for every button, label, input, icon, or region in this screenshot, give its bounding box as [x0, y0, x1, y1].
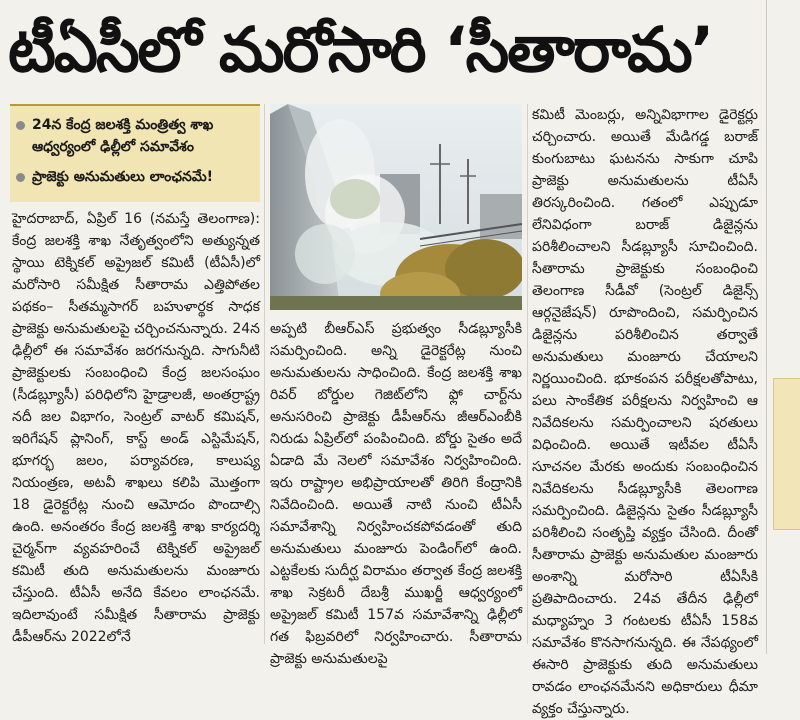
highlight-text: 24న కేంద్ర జలశక్తి మంత్రిత్వ శాఖ ఆధ్వర్యంలో ఢిల్లీలో సమావేశం	[32, 117, 214, 155]
bullet-icon	[16, 121, 25, 130]
article-column-1	[12, 208, 260, 648]
headline: టీఏసీలో మరోసారి ‘సీతారామ’	[8, 13, 713, 86]
highlight-item	[16, 166, 254, 188]
column-divider	[527, 104, 528, 644]
article-paragraph: కమిటీ మెంబర్లు, అన్నివిభాగాల డైరెక్టర్లు చర్చించారు. అయితే మేడిగడ్డ బరాజ్ కుంగుబాటు ఘటనను సాకుగా చూపి ప్రాజెక్టు అనుమతులను టీఏసీ తిరస్కరించింది. గతంలో ఎప్పుడూ లేనివిధంగా బరాజ్ డిజైన్లను పరిశీలించాలని సీడబ్ల్యూసీ సూచించింది. సీతారామ ప్రాజెక్టుకు సంబంధించి తెలంగాణ సీడీవో (సెంట్రల్ డిజైన్స్ ఆర్గనైజేషన్) రూపొందించి, సమర్పించిన డిజైన్లను పరిశీలించిన తర్వాతే అనుమతులు మంజూరు చేయాలని నిర్ణయించింది. భూకంపన పరీక్షలతోపాటు, పలు సాంకేతిక పరీక్షలను నిర్వహించి ఆ నివేదికలను సమర్పించాలని షరతులు విధించింది. అయితే ఇటీవల టీఏసీ సూచనల మేరకు అందుకు సంబంధించిన నివేదికలను సీడబ్ల్యూసీకి తెలంగాణ సమర్పించింది. డిజైన్లను సైతం సీడబ్ల్యూసీ పరిశీలించి సంతృప్తి వ్యక్తం చేసింది. దీంతో సీతారామ ప్రాజెక్టు అనుమతుల మంజూరు అంశాన్ని మరోసారి టీఏసీకి ప్రతిపాదించారు. 24వ తేదీన ఢిల్లీలో మధ్యాహ్నం 3 గంటలకు టీఏసీ 158వ సమావేశం కొనసాగనున్నది. ఈ నేపథ్యంలో ఈసారి ప్రాజెక్టుకు తుది అనుమతులు రావడం లాంఛనమేనని అధికారులు ధీమా వ్యక్తం చేస్తున్నారు.	[532, 107, 758, 717]
article-column-2	[270, 318, 522, 670]
adjacent-article-strip	[766, 0, 800, 654]
adjacent-highlight-box	[773, 378, 800, 530]
column-divider	[264, 104, 265, 644]
article-column-3	[532, 104, 758, 720]
article-paragraph: హైదరాబాద్, ఏప్రిల్ 16 (నమస్తే తెలంగాణ): కేంద్ర జలశక్తి శాఖ నేతృత్వంలోని అత్యున్నత స్థాయి టెక్నికల్ అప్రైజల్ కమిటీ (టీఏసీ)లో మరోసారి సమీక్షిత సీతారామ ఎత్తిపోతల పథకం– సీతమ్మసాగర్ బహుళార్థక సాధక ప్రాజెక్టు అనుమతులపై చర్చించనున్నారు. 24న ఢిల్లీలో ఈ సమావేశం జరగనున్నది. సాగునీటి ప్రాజెక్టులకు సంబంధించి కేంద్ర జలసంఘం (సీడబ్ల్యూసీ) పరిధిలోని హైడ్రాలజీ, అంతర్రాష్ట్ర నదీ జల విభాగం, సెంట్రల్ వాటర్ కమిషన్, ఇరిగేషన్ ప్లానింగ్, కాస్ట్ అండ్ ఎస్టిమేషన్, భూగర్భ జలం, పర్యావరణ, కాలుష్య నియంత్రణ, అటవీ శాఖలు కలిపి మొత్తంగా 18 డైరెక్టరేట్ల నుంచి ఆమోదం పొందాల్సి ఉంది. అనంతరం కేంద్ర జలశక్తి శాఖ కార్యదర్శి చైర్మన్‌గా వ్యవహరించే టెక్నికల్ అప్రైజల్ కమిటీ తుది అనుమతులను మంజూరు చేస్తుంది. టీఏసీ అనేది కేవలం లాంఛనమే. ఇదిలావుంటే సమీక్షిత సీతారామ ప్రాజెక్టు డీపీఆర్‌ను 2022లోనే	[12, 211, 260, 645]
highlight-item	[16, 114, 254, 158]
dam-photo	[270, 104, 522, 310]
article-paragraph: అప్పటి బీఆర్ఎస్ ప్రభుత్వం సీడబ్ల్యూసీకి సమర్పించింది. అన్ని డైరెక్టరేట్ల నుంచి అనుమతులను సాధించింది. కేంద్ర జలశక్తి శాఖ రివర్ బోర్డుల గెజిట్‌లోని ఫ్లో చార్ట్‌ను అనుసరించి ప్రాజెక్టు డీపీఆర్‌ను జీఆర్ఎంబీకి నిరుడు ఏప్రిల్‌లో పంపించింది. బోర్డు సైతం అదే ఏడాది మే నెలలో సమావేశం నిర్వహించింది. ఇరు రాష్ట్రాల అభిప్రాయాలతో తిరిగి కేంద్రానికి నివేదించింది. అయితే నాటి నుంచి టీఏసీ సమావేశాన్ని నిర్వహించకపోవడంతో తుది అనుమతులు మంజూరు పెండింగ్‌లో ఉంది. ఎట్టకేలకు సుదీర్ఘ విరామం తర్వాత కేంద్ర జలశక్తి శాఖ సెక్రటరీ దేబశ్రీ ముఖర్జీ ఆధ్వర్యంలో అప్రైజల్ కమిటీ 157వ సమావేశాన్ని ఢిల్లీలో గత ఫిబ్రవరిలో నిర్వహించారు. సీతారామ ప్రాజెక్టు అనుమతులపై	[270, 321, 522, 667]
highlights-box	[10, 104, 260, 202]
dam-spillway-image	[270, 104, 522, 310]
highlight-text: ప్రాజెక్టు అనుమతులు లాంఛనమే!	[32, 169, 214, 185]
bullet-icon	[16, 173, 25, 182]
